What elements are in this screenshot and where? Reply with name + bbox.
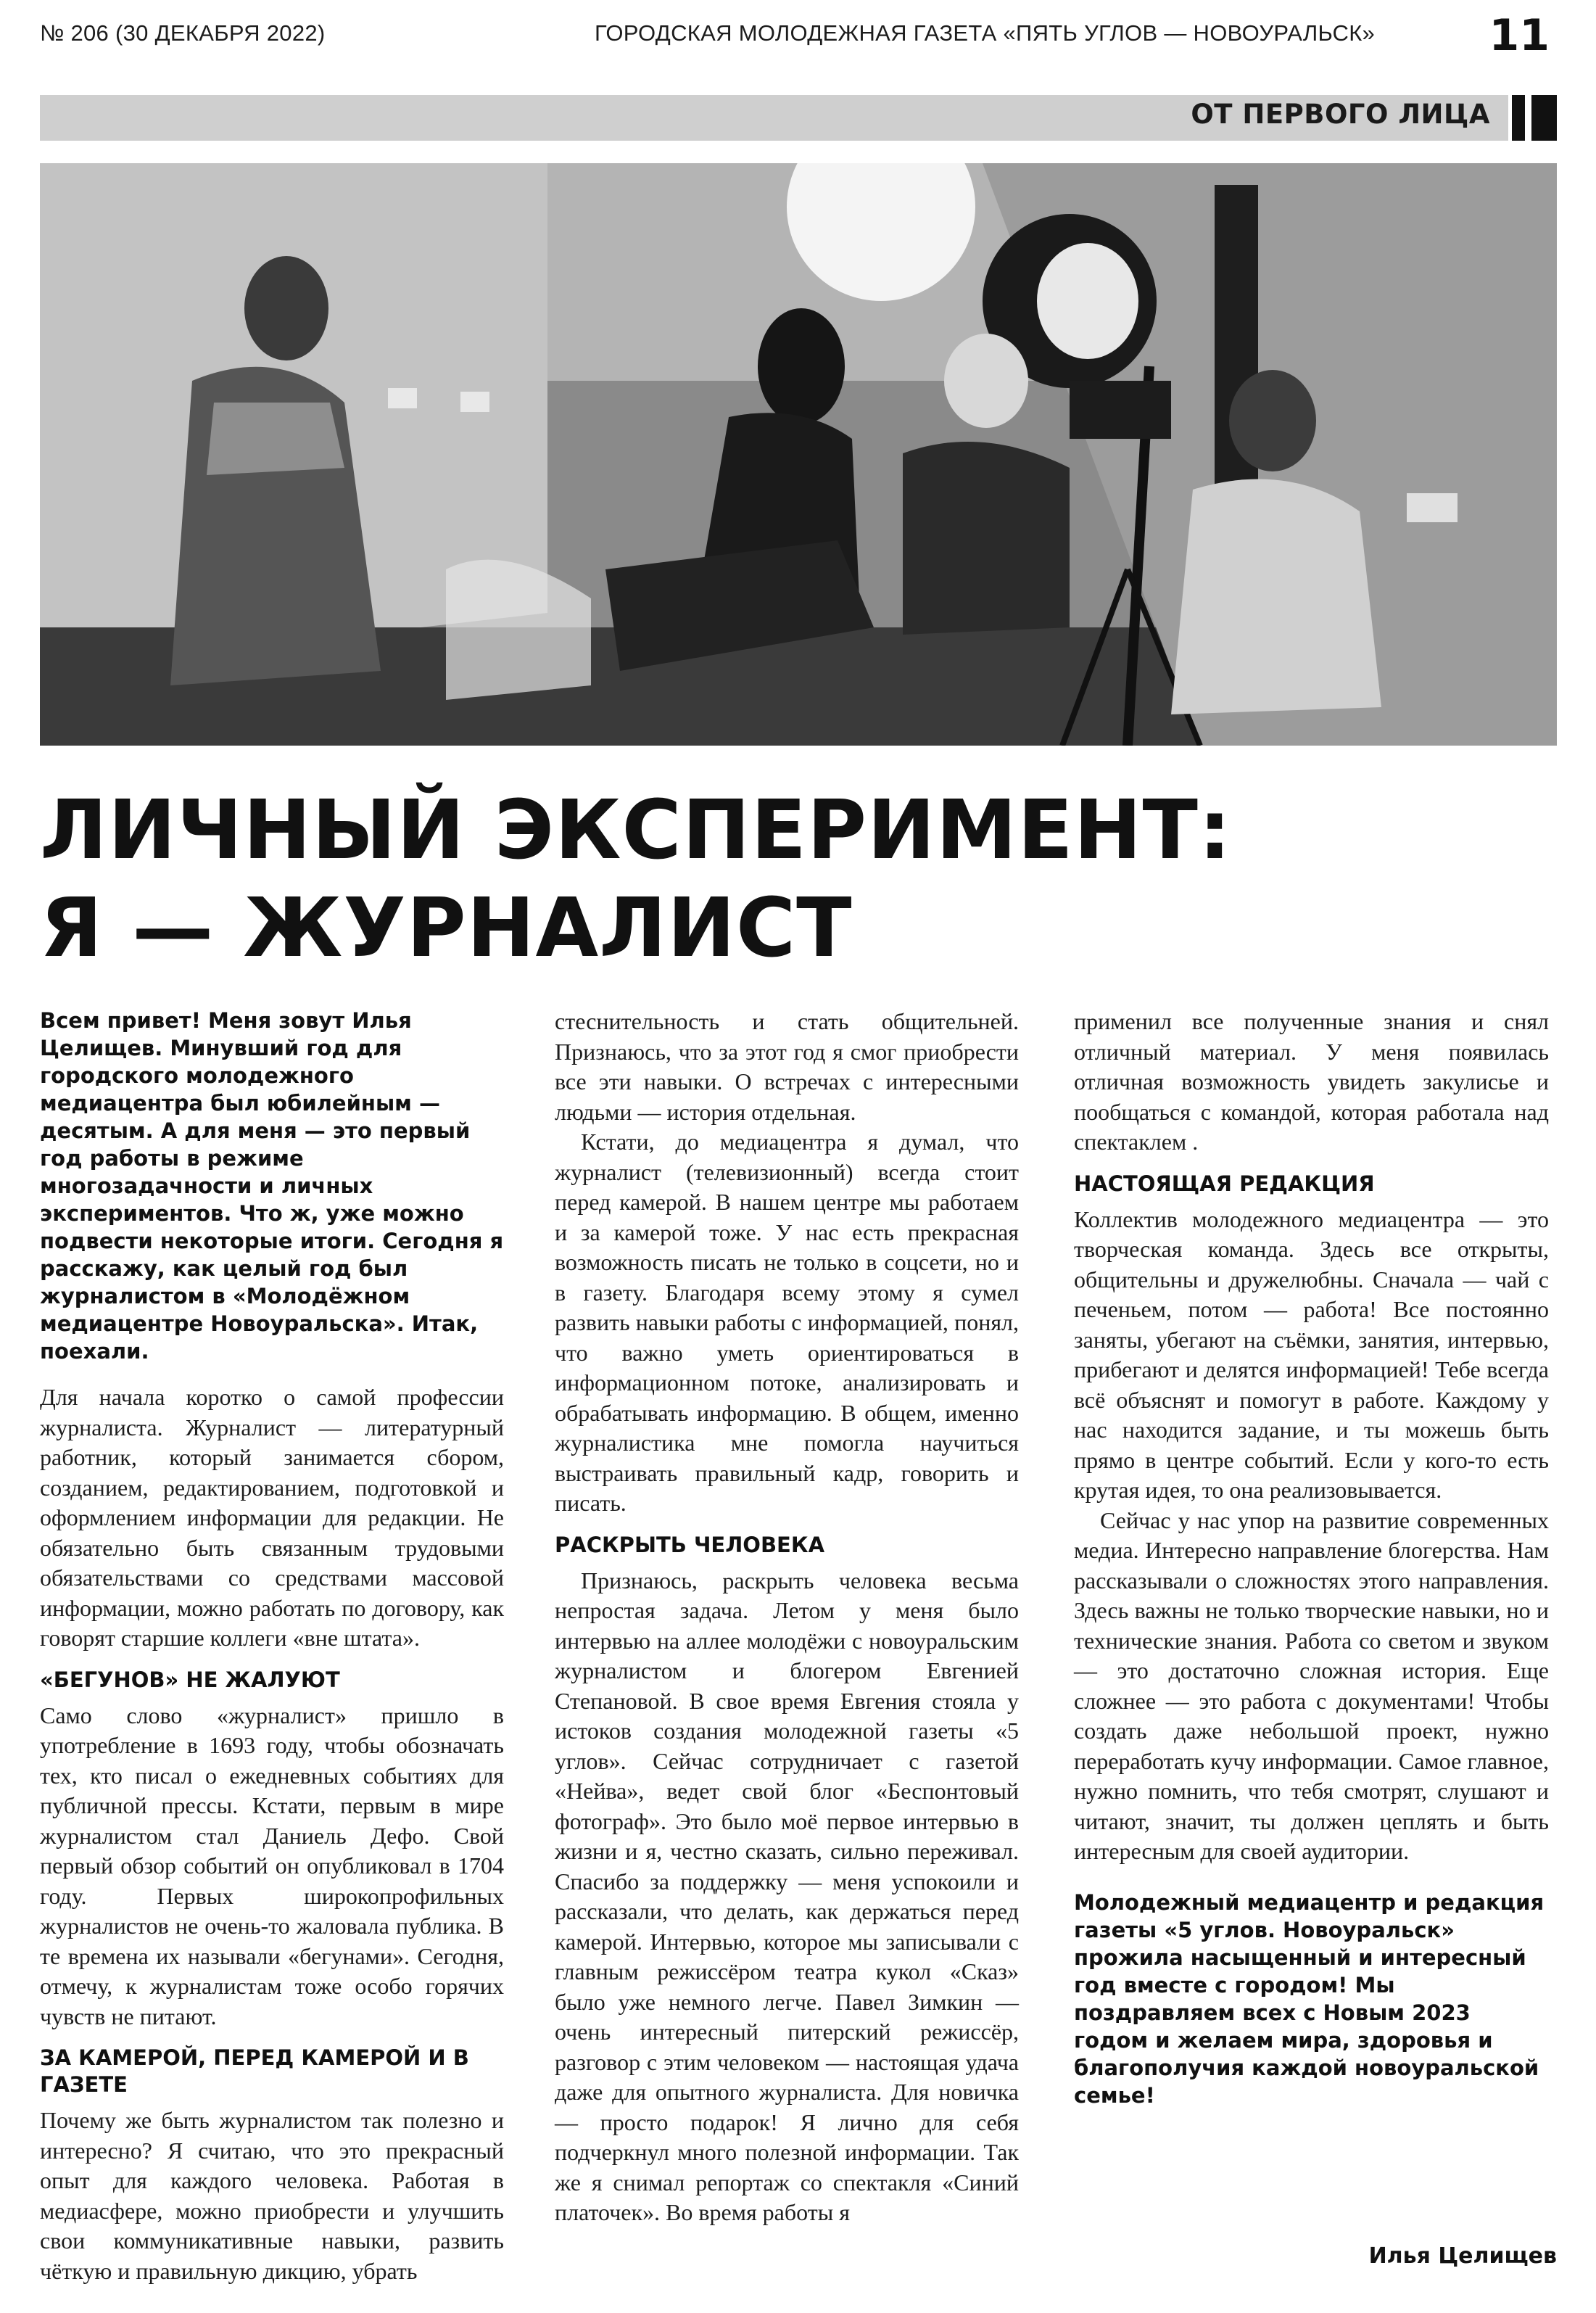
closing-greeting: Молодежный медиацентр и редакция газеты «5 углов. Новоуральск» прожила насыщенный и интересный год вместе с городом! Мы поздравляем всех с Новым 2023 годом и желаем мира, здоровья и благополучия каждой новоуральской семье! [1074,1889,1545,2108]
subheading: «БЕГУНОВ» НЕ ЖАЛУЮТ [40,1667,340,1692]
paragraph: Кстати, до медиацентра я думал, что журналист (телевизионный) всегда стоит перед камерой. В нашем центре мы работаем и за камерой тоже. У нас есть прекрасная возможность писать не только в соцсети, но и в газету. Благодаря всему этому я сумел развить навыки работы с информацией, понял, что важно уметь ориентироваться в информационном потоке, анализировать и обрабатывать информацию. В общем, именно журналистика мне помогла научиться выстраивать правильный кадр, говорить и писать. [555,1129,1019,1516]
paragraph: Почему же быть журналистом так полезно и интересно? Я считаю, что это прекрасный опыт для каждого человека. Работая в медиасфере, можно приобрести и улучшить свои коммуникативные навыки, развить чёткую и правильную дикцию, убрать [40,2107,504,2284]
subheading: РАСКРЫТЬ ЧЕЛОВЕКА [555,1532,825,1557]
paragraph: Само слово «журналист» пришло в употребление в 1693 году, чтобы обозначать тех, кто писал о ежедневных событиях для публичной прессы. Кстати, первым в мире журналистом стал Даниель Дефо. Свой первый обзор событий он опубликовал в 1704 году. Первых широкопрофильных журналистов не очень-то жаловала публика. В те времена их называли «бегунами». Сегодня, отмечу, к журналистам тоже особо горячих чувств не питают. [40,1702,504,2029]
subheading: ЗА КАМЕРОЙ, ПЕРЕД КАМЕРОЙ И В ГАЗЕТЕ [40,2045,469,2097]
page-number: 11 [1489,10,1550,61]
rubric-decor-block [1531,95,1557,141]
subheading: НАСТОЯЩАЯ РЕДАКЦИЯ [1074,1171,1375,1196]
paragraph: Сейчас у нас упор на развитие современных медиа. Интересно направление блогерства. Нам рассказывали о сложностях этого направления. Здесь важны не только творческие навыки, но и технические знания. Работа со светом и звуком — это достаточно сложная история. Еще сложнее — это работа с документами! Чтобы создать даже небольшой проект, нужно переработать кучу информации. Самое главное, нужно помнить, что тебя смотрят, слушают и читают, значит, ты должен цеплять и быть интересным для своей аудитории. [1074,1506,1549,1864]
paragraph: Признаюсь, раскрыть человека весьма непростая задача. Летом у меня было интервью на аллее молодёжи с новоуральским журналистом и блогером Евгенией Степановой. В свое время Евгения стояла у истоков создания молодежной газеты «5 углов». Сейчас сотрудничает с газетой «Нейва», ведет свой блог «Беспонтовый фотограф». Это было моё первое интервью в жизни и я, честно сказать, сильно переживал. Спасибо за поддержку — меня успокоили и рассказали, что делать, как держаться перед камерой. Интервью, которое мы записывали с главным режиссёром театра кукол «Сказ» было уже немного легче. Павел Зимкин — очень интересный питерский режиссёр, разговор с этим человеком — настоящая удача даже для опытного журналиста. Для новичка — просто подарок! Я лично для себя подчеркнул много полезной информации. Так же я снимал репортаж со спектакля «Синий платочек». Во время работы я [555,1567,1019,2225]
paragraph: Коллектив молодежного медиацентра — это творческая команда. Здесь все открыты, общительны и дружелюбны. Сначала — чай с печеньем, потом — работа! Все постоянно заняты, убегают на съёмки, занятия, интервью, прибегают и делятся информацией! Тебе всегда всё объяснят и помогут в работе. Каждому у нас находится задание, и ты можешь быть прямо в центре событий. Если у кого-то есть крутая идея, то она реализовывается. [1074,1205,1549,1503]
rubric-label: ОТ ПЕРВОГО ЛИЦА [1191,99,1490,130]
article-title-line-1: ЛИЧНЫЙ ЭКСПЕРИМЕНТ: [40,783,1232,878]
paragraph: Для начала коротко о самой профессии журналиста. Журналист — литературный работник, который занимается сбором, созданием, редактированием, подготовкой и оформлением информации для редакции. Не обязательно быть связанным трудовыми обязательствами со средствами массовой информации, можно работать по договору, как говорят старшие коллеги «вне штата». [40,1384,504,1651]
column-1 [40,1007,504,2286]
author-signature: Илья Целищев [1368,2243,1557,2269]
lead-paragraph: Всем привет! Меня зовут Илья Целищев. Минувший год для городского молодежного медиацентра был юбилейным — десятым. А для меня — это первый год работы в режиме многозадачности и личных экспериментов. Что ж, уже можно подвести некоторые итоги. Сегодня я расскажу, как целый год был журналистом в «Молодёжном медиацентре Новоуральска». Итак, поехали. [40,1008,504,1364]
newspaper-title: ГОРОДСКАЯ МОЛОДЕЖНАЯ ГАЗЕТА «ПЯТЬ УГЛОВ — НОВОУРАЛЬСК» [595,20,1376,46]
article-title-line-2: Я — ЖУРНАЛИСТ [40,881,853,976]
issue-info: № 206 (30 ДЕКАБРЯ 2022) [40,20,326,46]
column-3 [1074,1007,1549,2109]
paragraph: стеснительность и стать общительней. Признаюсь, что за этот год я смог приобрести все эти навыки. О встречах с интересными людьми — история отдельная. [555,1008,1019,1125]
paragraph: применил все полученные знания и снял отличный материал. У меня появилась отличная возможность увидеть закулисье и пообщаться с командой, которая работала над спектаклем . [1074,1008,1549,1155]
rubric-decor-bar [1512,95,1525,141]
article-photo [40,163,1557,746]
column-2 [555,1007,1019,2228]
